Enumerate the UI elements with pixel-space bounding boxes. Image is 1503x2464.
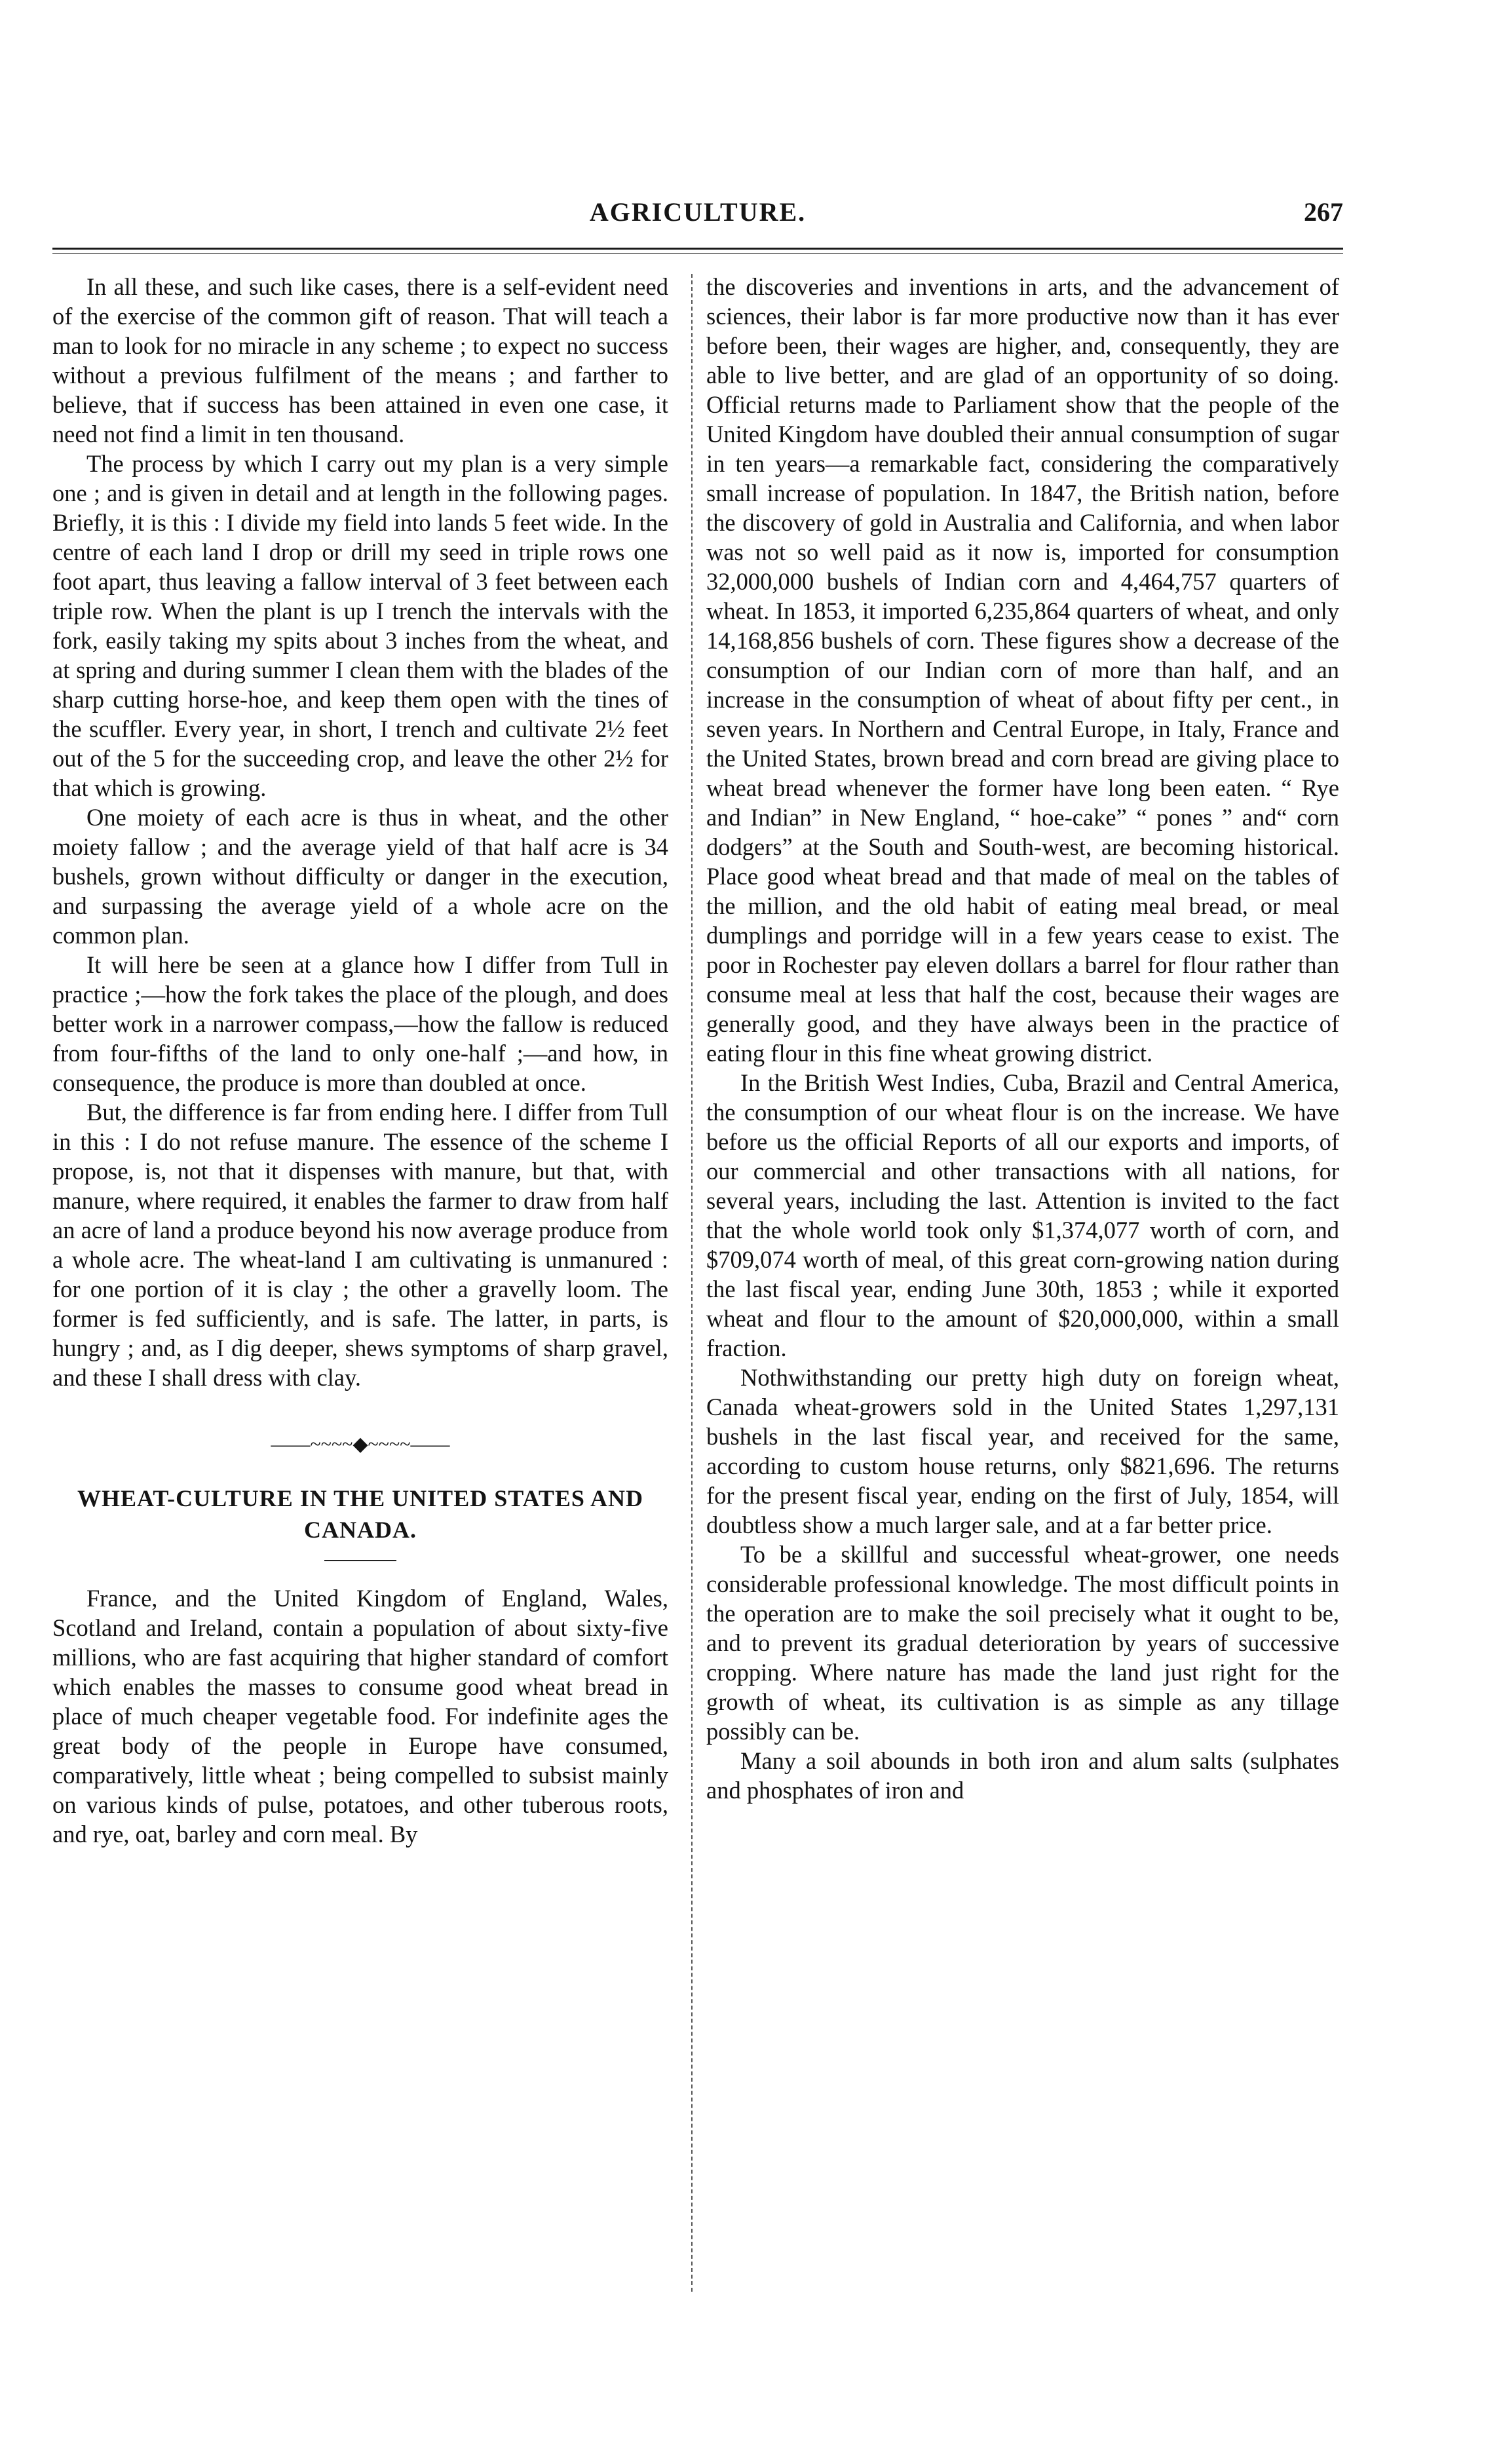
left-column	[52, 272, 668, 1849]
section-heading-line: CANADA.	[304, 1517, 417, 1543]
running-title: AGRICULTURE.	[589, 197, 807, 227]
section-heading	[52, 1483, 668, 1545]
heading-rule	[324, 1560, 396, 1561]
section-heading-line: WHEAT-CULTURE IN THE UNITED STATES AND	[77, 1485, 643, 1511]
right-column	[706, 272, 1339, 1805]
paragraph: the discoveries and inventions in arts, and the advancement of sciences, their labor is far more productive now than it has ever before been, their wages are higher, and, consequently, they are able to live better, and are glad of an opportunity of so doing. Official returns made to Parliament show that the people of the United Kingdom have doubled their annual consumption of sugar in ten years—a remarkable fact, considering the comparatively small increase of population. In 1847, the British nation, before the discovery of gold in Australia and California, and when labor was not so well paid as it now is, imported for consumption 32,000,000 bushels of Indian corn and 4,464,757 quarters of wheat. In 1853, it imported 6,235,864 quarters of wheat, and only 14,168,856 bushels of corn. These figures show a decrease of the consumption of our Indian corn of more than half, and an increase in the consumption of wheat of about fifty per cent., in seven years. In Northern and Central Europe, in Italy, France and the United States, brown bread and corn bread are giving place to wheat bread whenever the former have long been eaten. “ Rye and Indian” in New England, “ hoe-cake” “ pones ” and“ corn dodgers” at the South and South-west, are becoming historical. Place good wheat bread and that made of meal on the tables of the million, and the old habit of eating meal bread, or meal dumplings and porridge will in a few years cease to exist. The poor in Rochester pay eleven dollars a barrel for flour rather than consume meal at less that half the cost, because their wages are generally good, and they have always been in the practice of eating flour in this fine wheat growing district.	[706, 273, 1339, 1067]
paragraph: Nothwithstanding our pretty high duty on foreign wheat, Canada wheat-growers sold in the United States 1,297,131 bushels in the last fiscal year, and received for the same, according to custom house returns, only $821,696. The returns for the present fiscal year, ending on the first of July, 1854, will doubtless show a much larger sale, and at a far better price.	[706, 1364, 1339, 1538]
paragraph: It will here be seen at a glance how I differ from Tull in practice ;—how the fork takes the place of the plough, and does better work in a narrower compass,—how the fallow is reduced from four-fifths of the land to only one-half ;—and how, in consequence, the produce is more than doubled at once.	[52, 951, 668, 1096]
column-divider	[691, 274, 693, 2292]
ornament-glyphs: ——~~~~◆~~~~——	[271, 1433, 450, 1455]
paragraph: In the British West Indies, Cuba, Brazil and Central America, the consumption of our wheat flour is on the increase. We have before us the official Reports of all our exports and imports, of our commercial and other transactions with all nations, for several years, including the last. Attention is invited to the fact that the whole world took only $1,374,077 worth of corn, and $709,074 worth of meal, of this great corn-growing nation during the last fiscal year, ending June 30th, 1853 ; while it exported wheat and flour to the amount of $20,000,000, within a small fraction.	[706, 1069, 1339, 1361]
paragraph: To be a skillful and successful wheat-grower, one needs considerable professional knowledge. The most difficult points in the operation are to make the soil precisely what it ought to be, and to prevent its gradual deterioration by years of successive cropping. Where nature has made the land just right for the growth of wheat, its cultivation is as simple as any tillage possibly can be.	[706, 1541, 1339, 1745]
paragraph: Many a soil abounds in both iron and alum salts (sulphates and phosphates of iron and	[706, 1747, 1339, 1804]
paragraph: In all these, and such like cases, there is a self-evident need of the exercise of the common gift of reason. That will teach a man to look for no miracle in any scheme ; to expect no success without a previous fulfilment of the means ; and farther to believe, that if success has been attained in even one case, it need not find a limit in ten thousand.	[52, 273, 668, 447]
paragraph: One moiety of each acre is thus in wheat, and the other moiety fallow ; and the average yield of that half acre is 34 bushels, grown without difficulty or danger in the execution, and surpassing the average yield of a whole acre on the common plan.	[52, 804, 668, 949]
running-head	[52, 197, 1343, 242]
paragraph: But, the difference is far from ending here. I differ from Tull in this : I do not refuse manure. The essence of the scheme I propose, is, not that it dispenses with manure, but that, with manure, where required, it enables the farmer to draw from half an acre of land a produce beyond his now average produce from a whole acre. The wheat-land I am cultivating is unmanured : for one portion of it is clay ; the other a gravelly loom. The former is fed sufficiently, and is safe. The latter, in parts, is hungry ; and, as I dig deeper, shews symptoms of sharp gravel, and these I shall dress with clay.	[52, 1099, 668, 1391]
header-rule	[52, 248, 1343, 254]
page-number: 267	[1304, 197, 1343, 227]
section-ornament	[52, 1431, 668, 1458]
paragraph: The process by which I carry out my plan is a very simple one ; and is given in detail and at length in the following pages. Briefly, it is this : I divide my field into lands 5 feet wide. In the centre of each land I drop or drill my seed in triple rows one foot apart, thus leaving a fallow interval of 3 feet between each triple row. When the plant is up I trench the intervals with the fork, easily taking my spits about 3 inches from the wheat, and at spring and during summer I clean them with the blades of the sharp cutting horse-hoe, and keep them open with the tines of the scuffler. Every year, in short, I trench and cultivate 2½ feet out of the 5 for the succeeding crop, and leave the other 2½ for that which is growing.	[52, 450, 668, 801]
paragraph: France, and the United Kingdom of England, Wales, Scotland and Ireland, contain a population of about sixty-five millions, who are fast acquiring that higher standard of comfort which enables the masses to consume good wheat bread in place of much cheaper vegetable food. For indefinite ages the great body of the people in Europe have consumed, comparatively, little wheat ; being compelled to subsist mainly on various kinds of pulse, potatoes, and other tuberous roots, and rye, oat, barley and corn meal. By	[52, 1585, 668, 1848]
